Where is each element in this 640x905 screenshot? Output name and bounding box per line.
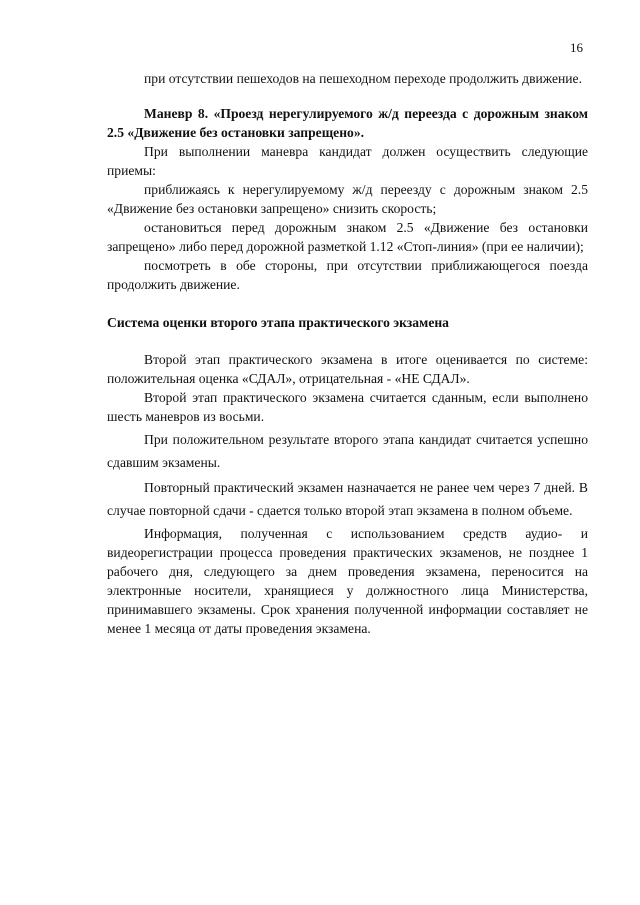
- section-heading-evaluation: Система оценки второго этапа практического экзамена: [107, 315, 449, 330]
- paragraph-pedestrian-continue: при отсутствии пешеходов на пешеходном переходе продолжить движение.: [144, 71, 582, 86]
- paragraph-approach-crossing: приближаясь к нерегулируемому ж/д переезду с дорожным знаком 2.5 «Движение без остановки запрещено» снизить скорость;: [107, 182, 588, 216]
- maneuver-8-title: Маневр 8. «Проезд нерегулируемого ж/д переезда с дорожным знаком 2.5 «Движение без остановки запрещено».: [107, 106, 588, 140]
- paragraph-stop-before-sign: остановиться перед дорожным знаком 2.5 «Движение без остановки запрещено» либо перед дорожной разметкой 1.12 «Стоп-линия» (при ее наличии);: [107, 220, 588, 254]
- paragraph-maneuver-intro: При выполнении маневра кандидат должен осуществить следующие приемы:: [107, 144, 588, 178]
- paragraph-positive-result: При положительном результате второго этапа кандидат считается успешно сдавшим экзамены.: [107, 432, 588, 470]
- paragraph-video-recording: Информация, полученная с использованием средств аудио- и видеорегистрации процесса проведения практических экзаменов, не позднее 1 рабочего дня, следующего за днем проведения экзамена, переносится на электронные носители, хранящиеся у должностного лица Министерства, принимавшего экзамены. Срок хранения полученной информации составляет не менее 1 месяца от даты проведения экзамена.: [107, 526, 588, 636]
- document-body: [107, 69, 588, 638]
- paragraph-retake-exam: Повторный практический экзамен назначается не ранее чем через 7 дней. В случае повторной сдачи - сдается только второй этап экзамена в полном объеме.: [107, 480, 588, 518]
- paragraph-passed-condition: Второй этап практического экзамена считается сданным, если выполнено шесть маневров из восьми.: [107, 390, 588, 424]
- paragraph-evaluation-system: Второй этап практического экзамена в итоге оценивается по системе: положительная оценка «СДАЛ», отрицательная - «НЕ СДАЛ».: [107, 352, 588, 386]
- paragraph-look-both-ways: посмотреть в обе стороны, при отсутствии приближающегося поезда продолжить движение.: [107, 258, 588, 292]
- page-number: 16: [570, 40, 583, 55]
